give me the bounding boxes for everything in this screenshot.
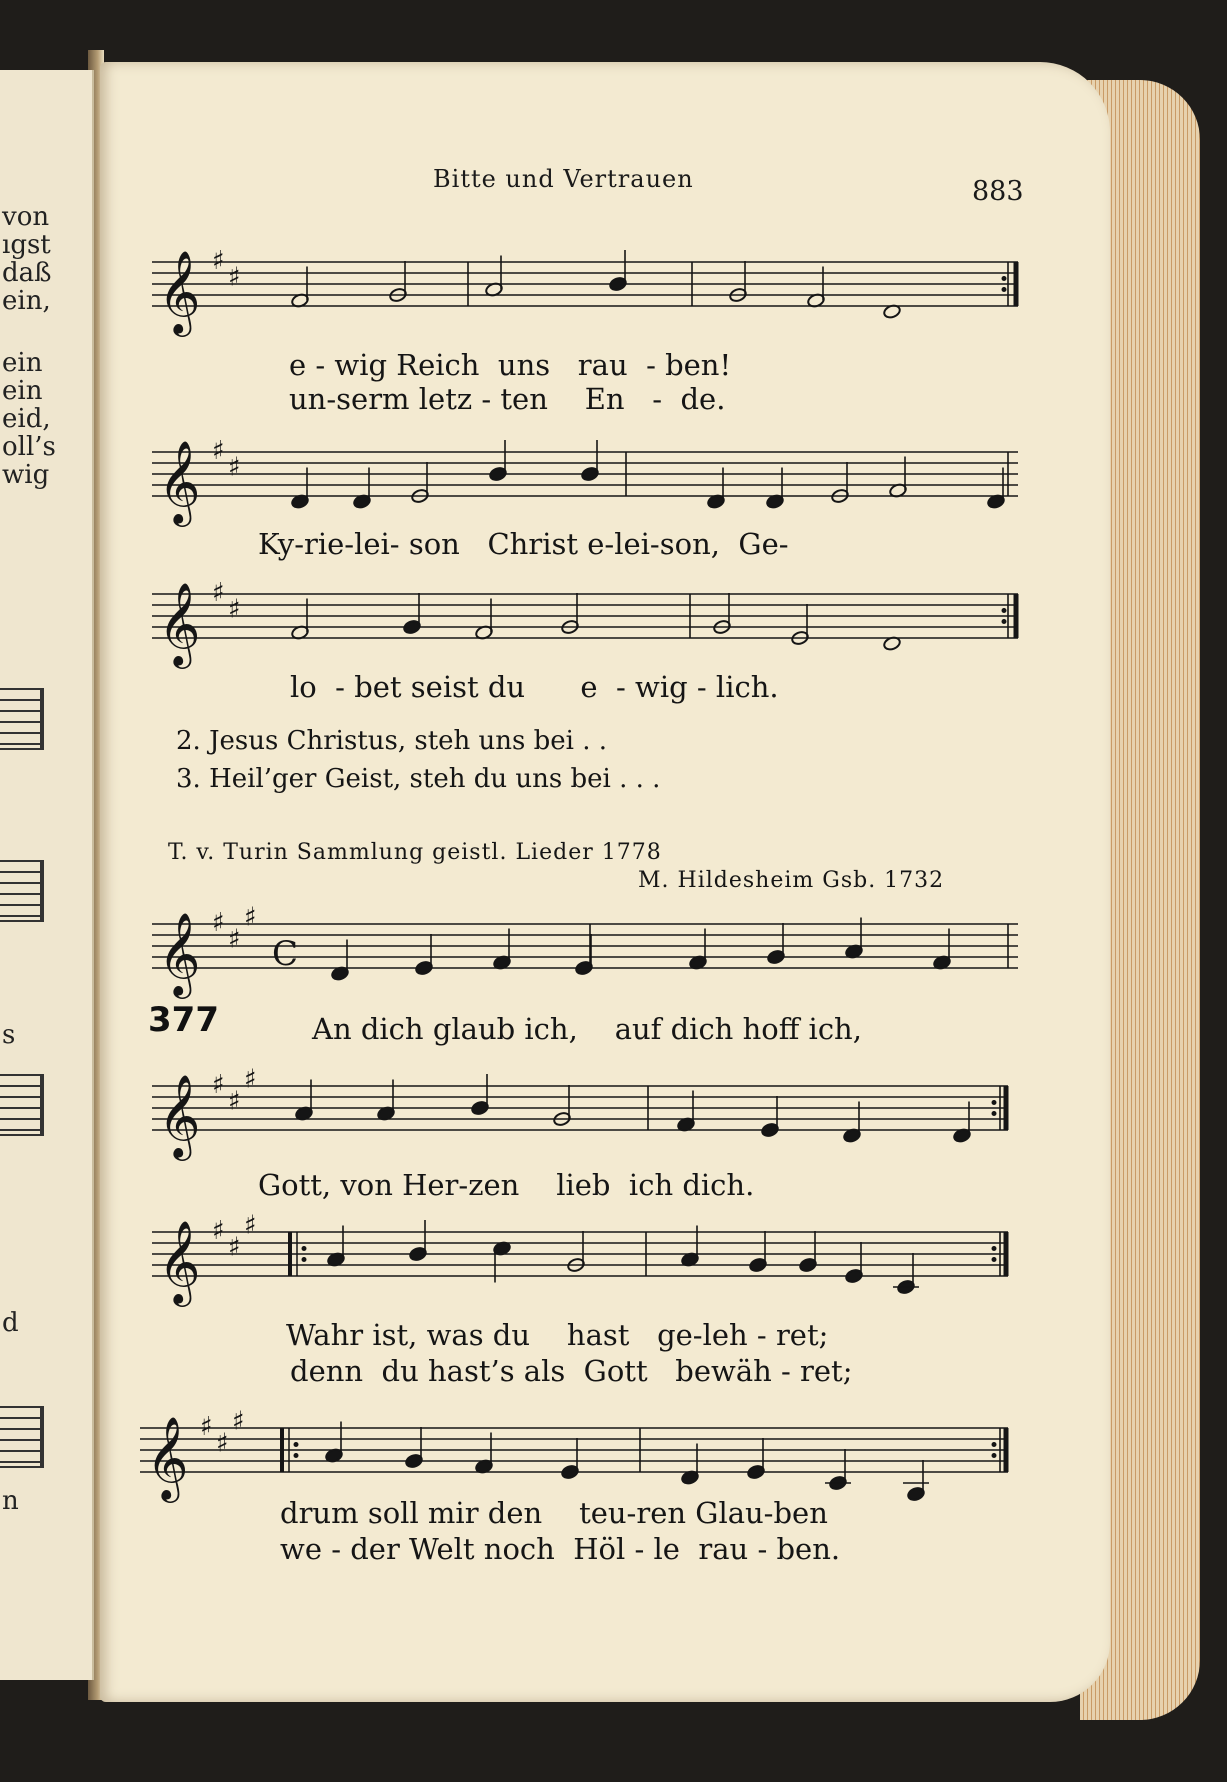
treble-clef: 𝄞 (158, 249, 201, 333)
page-number: 883 (972, 176, 1024, 207)
key-signature-sharp: ♯ (228, 1232, 241, 1263)
key-signature-sharp: ♯ (228, 452, 241, 483)
running-header: Bitte und Vertrauen (433, 165, 694, 193)
repeat-dot (992, 1453, 997, 1458)
left-text-fragment: eid, (2, 404, 51, 434)
melody-credit: M. Hildesheim Gsb. 1732 (638, 868, 945, 893)
key-signature-sharp: ♯ (212, 1216, 225, 1246)
treble-clef: 𝄞 (158, 1073, 201, 1157)
repeat-dot (1002, 608, 1007, 613)
repeat-dot (1002, 619, 1007, 624)
left-text-fragment: d (2, 1308, 19, 1338)
key-signature-sharp: ♯ (216, 1428, 229, 1459)
lyric-line: denn du hast’s als Gott bewäh - ret; (290, 1354, 853, 1388)
key-signature-sharp: ♯ (212, 1070, 225, 1100)
lyric-line: drum soll mir den teu-ren Glau-ben (280, 1496, 828, 1530)
left-text-fragment: s (2, 1020, 16, 1050)
key-signature-sharp: ♯ (244, 902, 257, 933)
key-signature-sharp: ♯ (228, 262, 241, 293)
key-signature-sharp: ♯ (212, 578, 225, 608)
key-signature-sharp: ♯ (244, 1210, 257, 1241)
lyric-line: un-serm letz - ten En - de. (289, 382, 726, 416)
key-signature-sharp: ♯ (212, 908, 225, 938)
left-text-fragment: n (2, 1486, 19, 1516)
key-signature-sharp: ♯ (244, 1064, 257, 1095)
key-signature-sharp: ♯ (228, 924, 241, 955)
left-text-fragment: ein (2, 376, 43, 406)
lyric-line: lo - bet seist du e - wig - lich. (290, 670, 779, 704)
repeat-dot (1002, 276, 1007, 281)
repeat-dot (992, 1246, 997, 1251)
left-text-fragment: von (2, 202, 50, 232)
treble-clef: 𝄞 (158, 439, 201, 523)
repeat-dot (1002, 287, 1007, 292)
key-signature-sharp: ♯ (228, 594, 241, 625)
treble-clef: 𝄞 (158, 1219, 201, 1303)
repeat-dot (294, 1453, 299, 1458)
key-signature-sharp: ♯ (232, 1406, 245, 1437)
time-signature: C (272, 934, 299, 974)
repeat-dot (992, 1442, 997, 1447)
left-text-fragment: oll’s (2, 432, 56, 462)
left-text-fragment: daß (2, 258, 52, 288)
treble-clef: 𝄞 (158, 911, 201, 995)
lyric-line: e - wig Reich uns rau - ben! (289, 348, 732, 382)
treble-clef: 𝄞 (158, 581, 201, 665)
repeat-dot (302, 1246, 307, 1251)
left-text-fragment: ıgst (2, 230, 51, 260)
lyric-line: Gott, von Her-zen lieb ich dich. (258, 1168, 755, 1202)
lyric-line: Wahr ist, was du hast ge-leh - ret; (286, 1318, 829, 1352)
verse-reference: 2. Jesus Christus, steh uns bei . . (176, 726, 608, 756)
key-signature-sharp: ♯ (212, 436, 225, 466)
left-text-fragment: ein (2, 348, 43, 378)
repeat-dot (992, 1100, 997, 1105)
key-signature-sharp: ♯ (228, 1086, 241, 1117)
repeat-dot (992, 1257, 997, 1262)
lyric-line: An dich glaub ich, auf dich hoff ich, (312, 1012, 862, 1046)
left-text-fragment: wig (2, 460, 50, 490)
repeat-dot (302, 1257, 307, 1262)
key-signature-sharp: ♯ (200, 1412, 213, 1442)
lyric-line: we - der Welt noch Höl - le rau - ben. (280, 1532, 841, 1566)
lyric-line: Ky-rie-lei- son Christ e-lei-son, Ge- (258, 527, 789, 561)
treble-clef: 𝄞 (146, 1415, 189, 1499)
key-signature-sharp: ♯ (212, 246, 225, 276)
repeat-dot (294, 1442, 299, 1447)
text-credit: T. v. Turin Sammlung geistl. Lieder 1778 (168, 840, 662, 865)
repeat-dot (992, 1111, 997, 1116)
left-text-fragment: ein, (2, 286, 51, 316)
hymn-number: 377 (148, 1000, 219, 1040)
verse-reference: 3. Heil’ger Geist, steh du uns bei . . . (176, 764, 661, 794)
